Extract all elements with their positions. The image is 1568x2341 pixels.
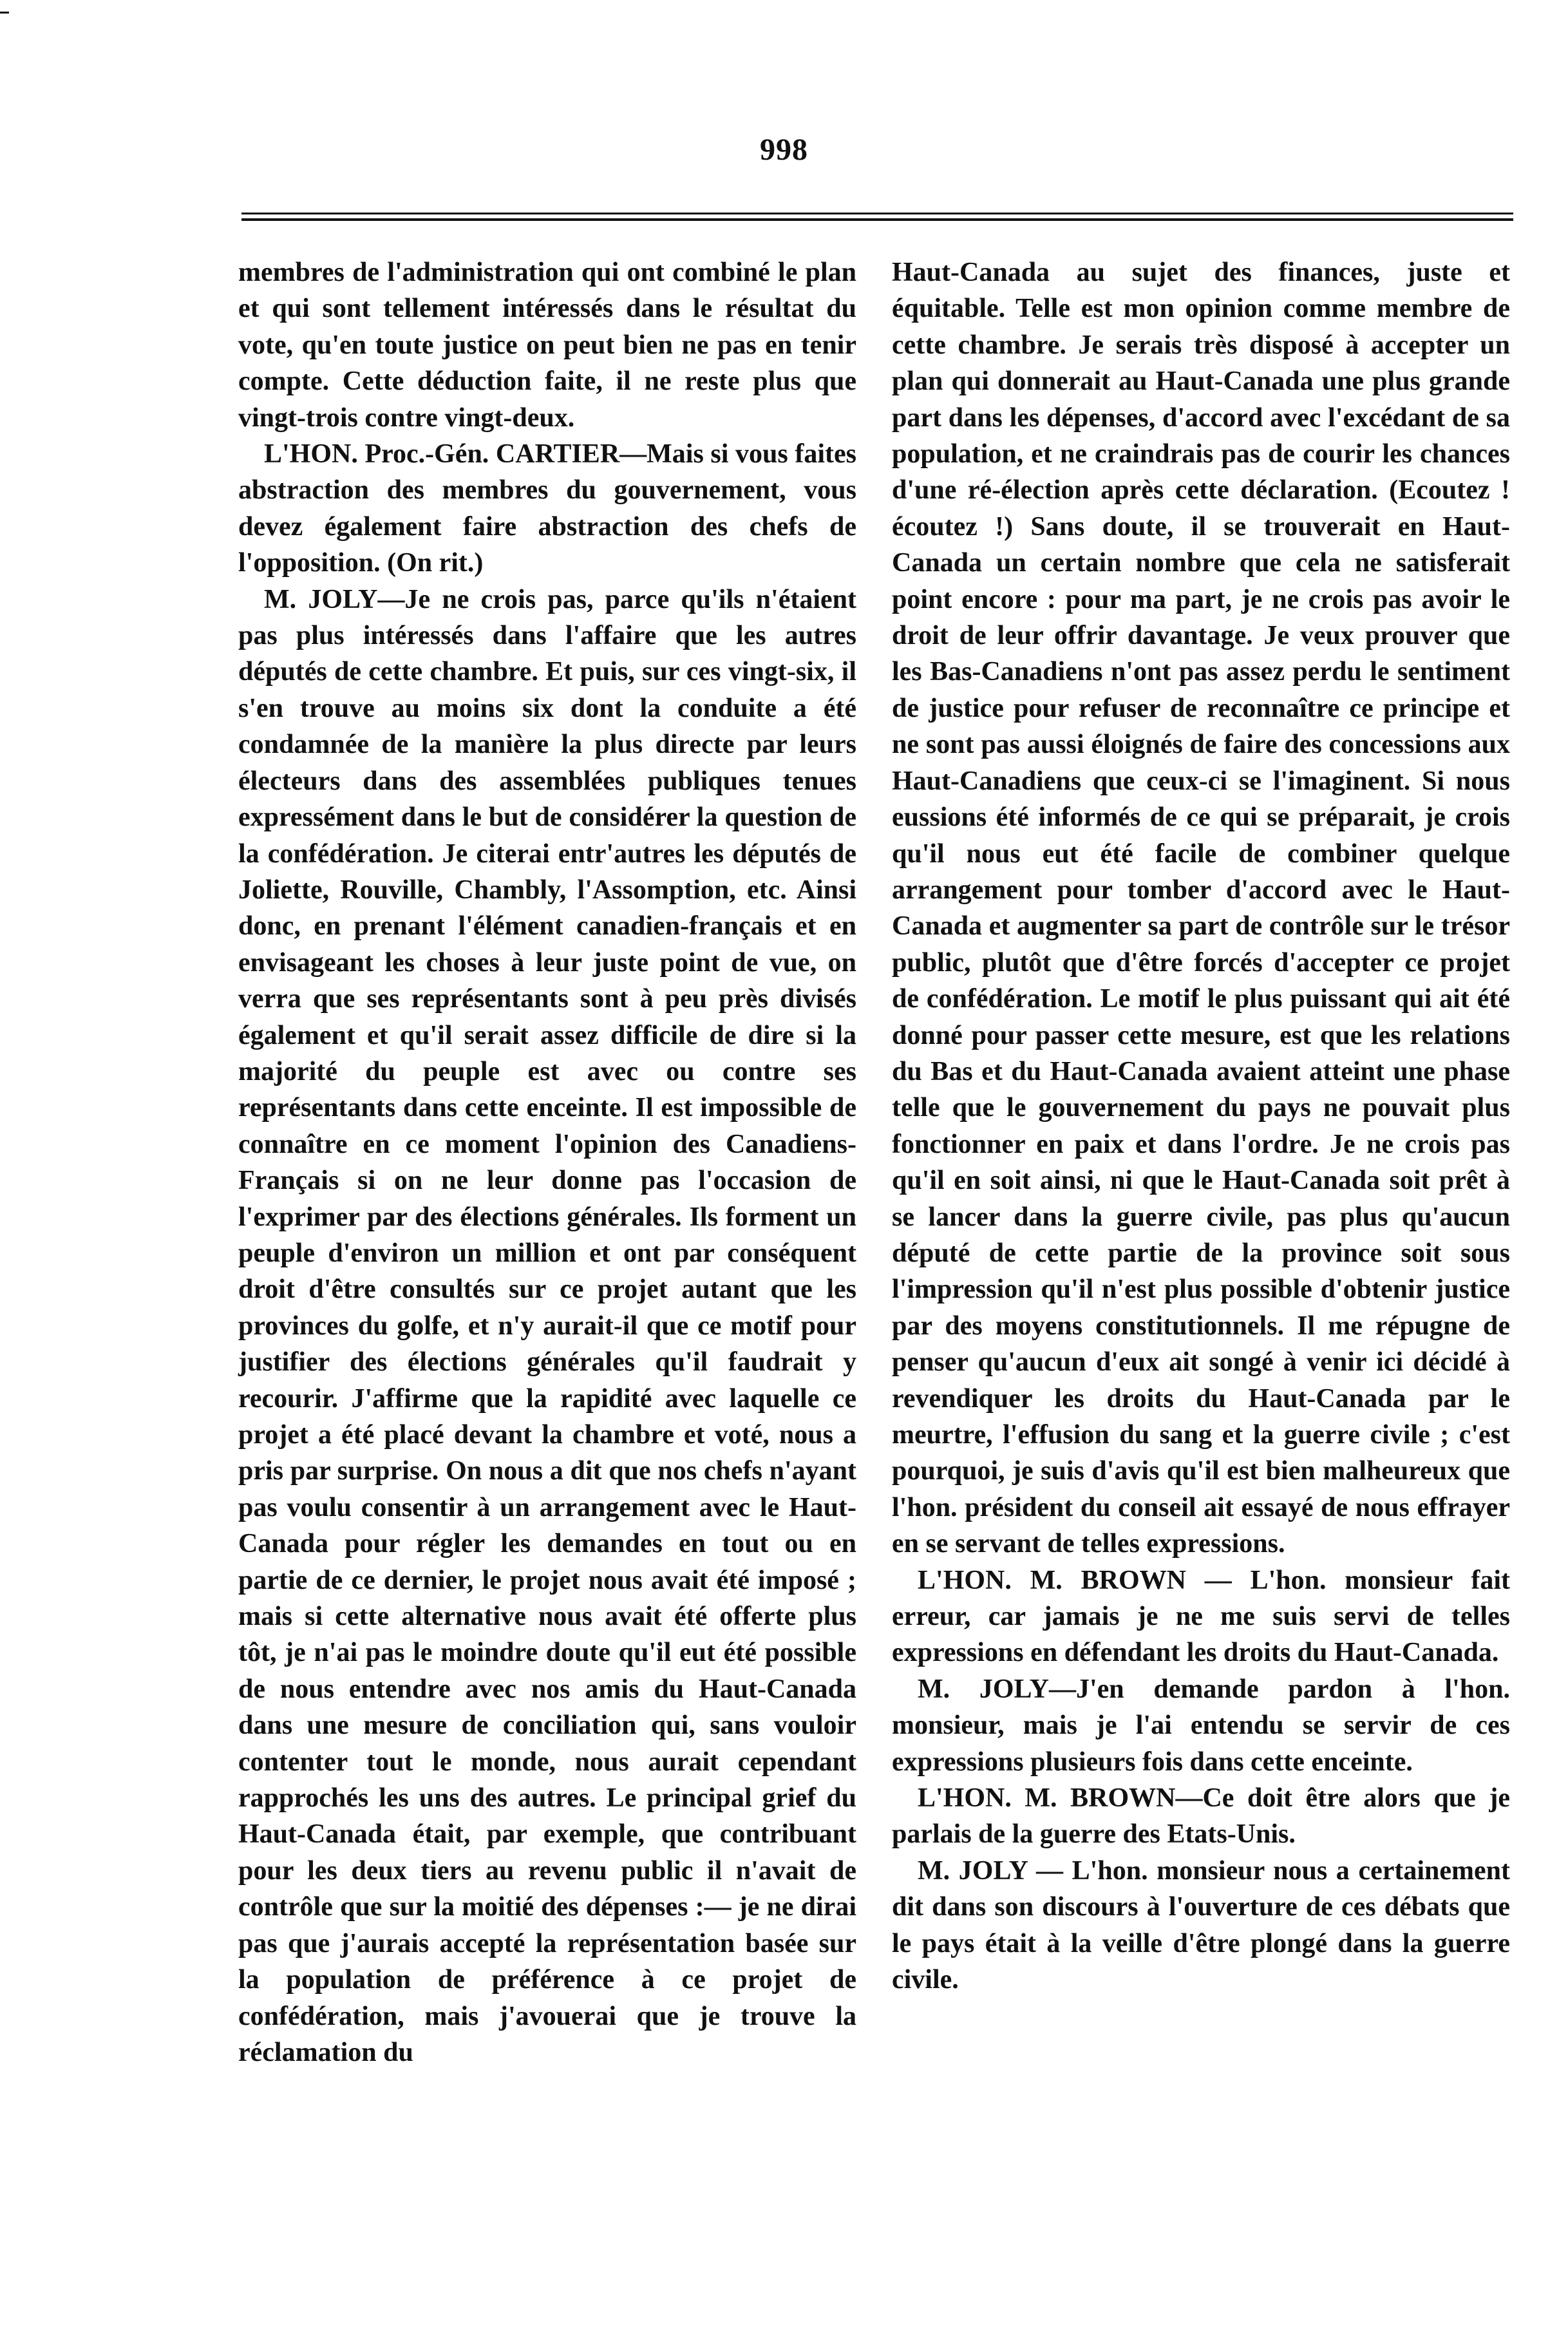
header-rule-thick-line (241, 218, 1513, 221)
left-paragraph: L'HON. Proc.-Gén. CARTIER—Mais si vous faites abstraction des membres du gouvernement, vous devez également faire abstraction des chefs de l'opposition. (On rit.) (238, 439, 856, 578)
header-rule-thin-line (241, 213, 1513, 214)
left-paragraph: M. JOLY—Je ne crois pas, parce qu'ils n'étaient pas plus intéressés dans l'affaire que les autres députés de cette chambre. Et puis, sur ces vingt-six, il s'en trouve au moins six dont la conduite a été condamnée de la manière la plus directe par leurs électeurs dans des assemblées publiques tenues expressément dans le but de considérer la question de la confédération. Je citerai entr'autres les députés de Joliette, Rouville, Chambly, l'Assomption, etc. Ainsi donc, en prenant l'élément canadien-français et en envisageant les choses à leur juste point de vue, on verra que ses représentants sont à peu près divisés également et qu'il serait assez difficile de dire si la majorité du peuple est avec ou contre ses représentants dans cette enceinte. Il est impossible de connaître en ce moment l'opinion des Canadiens-Français si on ne leur donne pas l'occasion de l'exprimer par des élections générales. Ils forment un peuple d'environ un million et ont par conséquent droit d'être consultés sur ce projet autant que les provinces du golfe, et n'y aurait-il que ce motif pour justifier des élections générales qu'il faudrait y recourir. J'affirme que la rapidité avec laquelle ce projet a été placé devant la chambre et voté, nous a pris par surprise. On nous a dit que nos chefs n'ayant pas voulu consentir à un arrangement avec le Haut-Canada pour régler les demandes en tout ou en partie de ce dernier, le projet nous avait été imposé ; mais si cette alternative nous avait été offerte plus tôt, je n'ai pas le moindre doute qu'il eut été possible de nous entendre avec nos amis du Haut-Canada dans une mesure de conciliation qui, sans vouloir contenter tout le monde, nous aurait cependant rapprochés les uns des autres. Le principal grief du Haut-Canada était, par exemple, que contribuant pour les deux tiers au revenu public il n'avait de contrôle que sur la moitié des dépenses :— je ne dirai pas que j'aurais accepté la représentation basée sur la population de préférence à ce projet de confédération, mais j'avouerai que je trouve la réclamation du (238, 584, 856, 2067)
right-paragraph: Haut-Canada au sujet des finances, juste et équitable. Telle est mon opinion comme membre de cette chambre. Je serais très disposé à accepter un plan qui donnerait au Haut-Canada une plus grande part dans les dépenses, d'accord avec l'excédant de sa population, et ne craindrais pas de courir les chances d'une ré-élection après cette déclaration. (Ecoutez ! écoutez !) Sans doute, il se trouverait en Haut-Canada un certain nombre que cela ne satisferait point encore : pour ma part, je ne crois pas avoir le droit de leur offrir davantage. Je veux prouver que les Bas-Canadiens n'ont pas assez perdu le sentiment de justice pour refuser de reconnaître ce principe et ne sont pas aussi éloignés de faire des concessions aux Haut-Canadiens que ceux-ci se l'imaginent. Si nous eussions été informés de ce qui se préparait, je crois qu'il nous eut été facile de combiner quelque arrangement pour tomber d'accord avec le Haut-Canada et augmenter sa part de contrôle sur le trésor public, plutôt que d'être forcés d'accepter ce projet de confédération. Le motif le plus puissant qui ait été donné pour passer cette mesure, est que les relations du Bas et du Haut-Canada avaient atteint une phase telle que le gouvernement du pays ne pouvait plus fonctionner en paix et dans l'ordre. Je ne crois pas qu'il en soit ainsi, ni que le Haut-Canada soit prêt à se lancer dans la guerre civile, pas plus qu'aucun député de cette partie de la province soit sous l'impression qu'il n'est plus possible d'obtenir justice par des moyens constitutionnels. Il me répugne de penser qu'aucun d'eux ait songé à venir ici décidé à revendiquer les droits du Haut-Canada par le meurtre, l'effusion du sang et la guerre civile ; c'est pourquoi, je suis d'avis qu'il est bien malheureux que l'hon. président du conseil ait essayé de nous effrayer en se servant de telles expressions. (892, 258, 1510, 1559)
left-paragraph: membres de l'administration qui ont combiné le plan et qui sont tellement intéressés dans le résultat du vote, qu'en toute justice on peut bien ne pas en tenir compte. Cette déduction faite, il ne reste plus que vingt-trois contre vingt-deux. (238, 258, 856, 433)
right-paragraph: L'HON. M. BROWN—Ce doit être alors que je parlais de la guerre des Etats-Unis. (892, 1783, 1510, 1850)
right-column (892, 254, 1510, 1998)
page-number: 998 (760, 133, 808, 167)
page-edge-mark (0, 12, 9, 14)
left-column (238, 254, 856, 2071)
right-paragraph: M. JOLY — L'hon. monsieur nous a certainement dit dans son discours à l'ouverture de ces débats que le pays était à la veille d'être plongé dans la guerre civile. (892, 1855, 1510, 1995)
right-paragraph: L'HON. M. BROWN — L'hon. monsieur fait erreur, car jamais je ne me suis servi de telles expressions en défendant les droits du Haut-Canada. (892, 1565, 1510, 1668)
right-paragraph: M. JOLY—J'en demande pardon à l'hon. monsieur, mais je l'ai entendu se servir de ces expressions plusieurs fois dans cette enceinte. (892, 1674, 1510, 1777)
header-rule (241, 213, 1513, 222)
